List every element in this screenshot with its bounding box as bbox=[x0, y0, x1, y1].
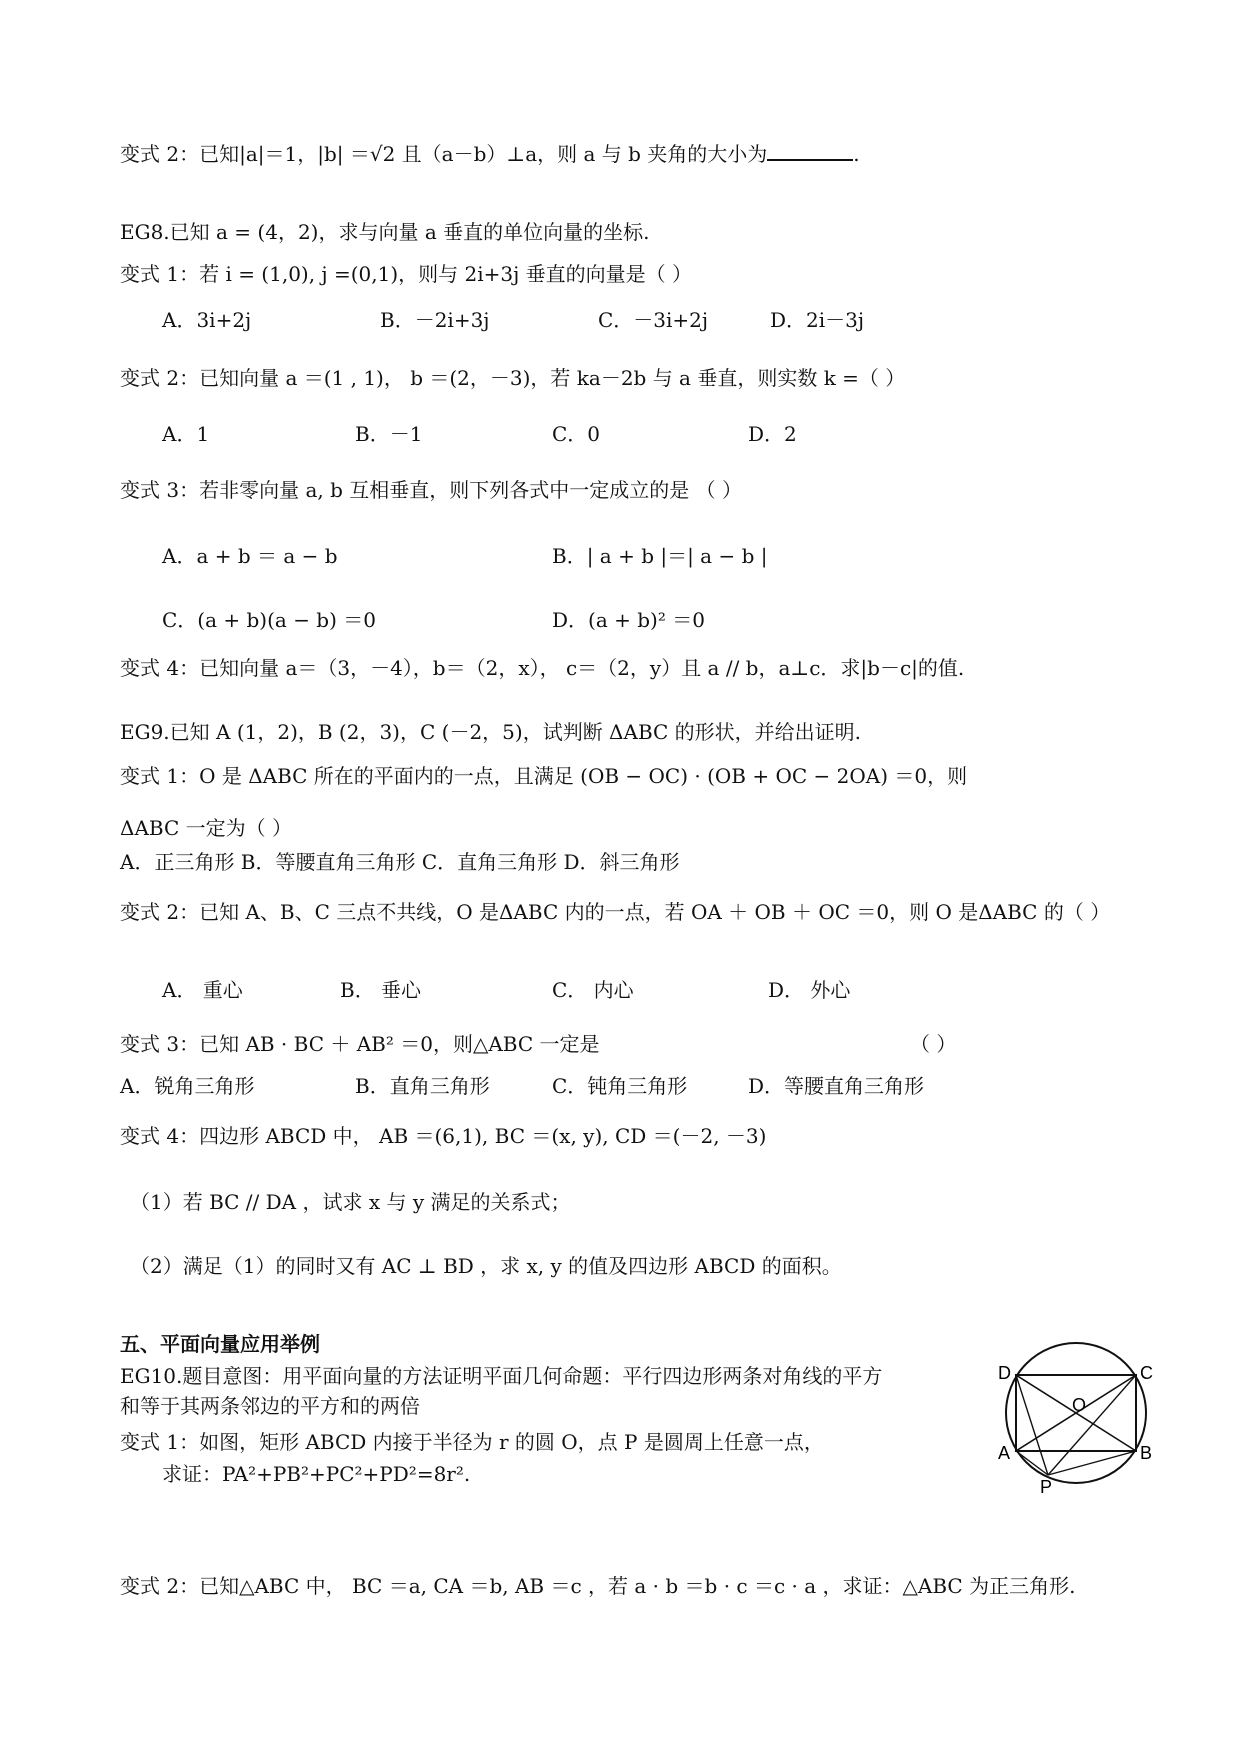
eg10-question: EG10.题目意图：用平面向量的方法证明平面几何命题：平行四边形两条对角线的平方 bbox=[120, 1364, 883, 1388]
eg9-variant-1-cont: ΔABC 一定为（ ） bbox=[120, 816, 292, 840]
label-b: B bbox=[1140, 1443, 1153, 1463]
eg8-v2-option-d: D．2 bbox=[748, 422, 797, 446]
eg9-v3-option-d: D．等腰直角三角形 bbox=[748, 1074, 925, 1098]
eg9-v2-option-c: C． 内心 bbox=[552, 978, 634, 1002]
eg10-question-cont: 和等于其两条邻边的平方和的两倍 bbox=[120, 1394, 420, 1418]
eg10-variant-1: 变式 1：如图，矩形 ABCD 内接于半径为 r 的圆 O，点 P 是圆周上任意一点， bbox=[120, 1430, 824, 1454]
label-p: P bbox=[1040, 1477, 1053, 1495]
circle-rectangle-figure bbox=[996, 1335, 1156, 1495]
segment-pd bbox=[1016, 1375, 1048, 1475]
eg9-v4-part-1: （1）若 BC // DA ，试求 x 与 y 满足的关系式； bbox=[130, 1190, 571, 1214]
segment-pa bbox=[1016, 1451, 1048, 1475]
section-heading: 五、平面向量应用举例 bbox=[120, 1332, 320, 1356]
eg8-v3-option-b: B．| a + b |＝| a − b | bbox=[552, 544, 768, 568]
label-o: O bbox=[1072, 1395, 1087, 1415]
eg8-variant-2: 变式 2：已知向量 a ＝(1 , 1)， b ＝(2，－3)，若 ka－2b 与 a 垂直，则实数 k =（ ） bbox=[120, 366, 906, 390]
eg9-v3-answer-paren: （ ） bbox=[910, 1032, 957, 1056]
eg9-v2-option-a: A． 重心 bbox=[162, 978, 243, 1002]
eg8-v3-option-c: C．(a + b)(a − b) ＝0 bbox=[162, 608, 376, 632]
eg9-v2-option-b: B． 垂心 bbox=[340, 978, 422, 1002]
segment-pc bbox=[1048, 1375, 1136, 1475]
label-d: D bbox=[998, 1363, 1011, 1383]
eg9-v4-part-2: （2）满足（1）的同时又有 AC ⊥ BD ，求 x, y 的值及四边形 ABCD 的面积。 bbox=[130, 1254, 842, 1278]
label-a: A bbox=[998, 1443, 1011, 1463]
eg8-v2-option-a: A．1 bbox=[162, 422, 210, 446]
eg9-variant-3: 变式 3：已知 AB · BC ＋ AB² ＝0，则△ABC 一定是 bbox=[120, 1032, 600, 1056]
eg8-v1-option-d: D．2i－3j bbox=[770, 308, 865, 332]
eg8-variant-1: 变式 1：若 i = (1,0), j =(0,1)，则与 2i+3j 垂直的向量是（ ） bbox=[120, 262, 693, 286]
eg9-variant-1: 变式 1：O 是 ΔABC 所在的平面内的一点，且满足 (OB − OC) · (OB + OC − 2OA) ＝0，则 bbox=[120, 764, 968, 788]
eg9-variant-1-options: A．正三角形 B．等腰直角三角形 C．直角三角形 D．斜三角形 bbox=[120, 850, 680, 874]
eg8-v3-option-d: D．(a + b)² ＝0 bbox=[552, 608, 705, 632]
eg8-variant-4: 变式 4：已知向量 a＝（3，－4），b＝（2，x）， c＝（2，y）且 a // b，a⊥c．求|b－c|的值. bbox=[120, 656, 965, 680]
eg8-v2-option-b: B．－1 bbox=[355, 422, 423, 446]
label-c: C bbox=[1140, 1363, 1153, 1383]
eg8-v3-option-a: A．a + b ＝ a − b bbox=[162, 544, 338, 568]
eg9-v3-option-b: B．直角三角形 bbox=[355, 1074, 490, 1098]
eg8-question: EG8.已知 a = (4，2)，求与向量 a 垂直的单位向量的坐标. bbox=[120, 220, 650, 244]
eg8-v1-option-c: C．－3i+2j bbox=[598, 308, 709, 332]
eg8-v1-option-a: A．3i+2j bbox=[162, 308, 252, 332]
eg9-variant-2: 变式 2：已知 A、B、C 三点不共线，O 是ΔABC 内的一点，若 OA ＋ OB ＋ OC ＝0，则 O 是ΔABC 的（ ） bbox=[120, 900, 1111, 924]
eg9-v3-option-a: A．锐角三角形 bbox=[120, 1074, 255, 1098]
answer-blank bbox=[767, 141, 853, 161]
eg9-v3-option-c: C．钝角三角形 bbox=[552, 1074, 688, 1098]
eg8-v1-option-b: B．－2i+3j bbox=[380, 308, 490, 332]
exercise-variant-2-angle: 变式 2：已知|a|＝1，|b| ＝√2 且（a－b）⊥a，则 a 与 b 夹角的大小为 . bbox=[120, 142, 860, 166]
eg8-variant-3: 变式 3：若非零向量 a, b 互相垂直，则下列各式中一定成立的是 （ ） bbox=[120, 478, 742, 502]
eg10-variant-1-proof: 求证：PA²+PB²+PC²+PD²=8r². bbox=[162, 1462, 471, 1486]
segment-pb bbox=[1048, 1451, 1136, 1475]
eg9-v2-option-d: D． 外心 bbox=[768, 978, 851, 1002]
eg8-v2-option-c: C．0 bbox=[552, 422, 601, 446]
eg9-question: EG9.已知 A (1，2)，B (2，3)，C (－2，5)，试判断 ΔABC 的形状，并给出证明. bbox=[120, 720, 862, 744]
eg10-variant-2: 变式 2：已知△ABC 中， BC ＝a, CA ＝b, AB ＝c ，若 a · b ＝b · c ＝c · a ，求证：△ABC 为正三角形. bbox=[120, 1574, 1076, 1598]
eg9-variant-4: 变式 4：四边形 ABCD 中， AB ＝(6,1), BC ＝(x, y), CD ＝(－2, －3) bbox=[120, 1124, 767, 1148]
